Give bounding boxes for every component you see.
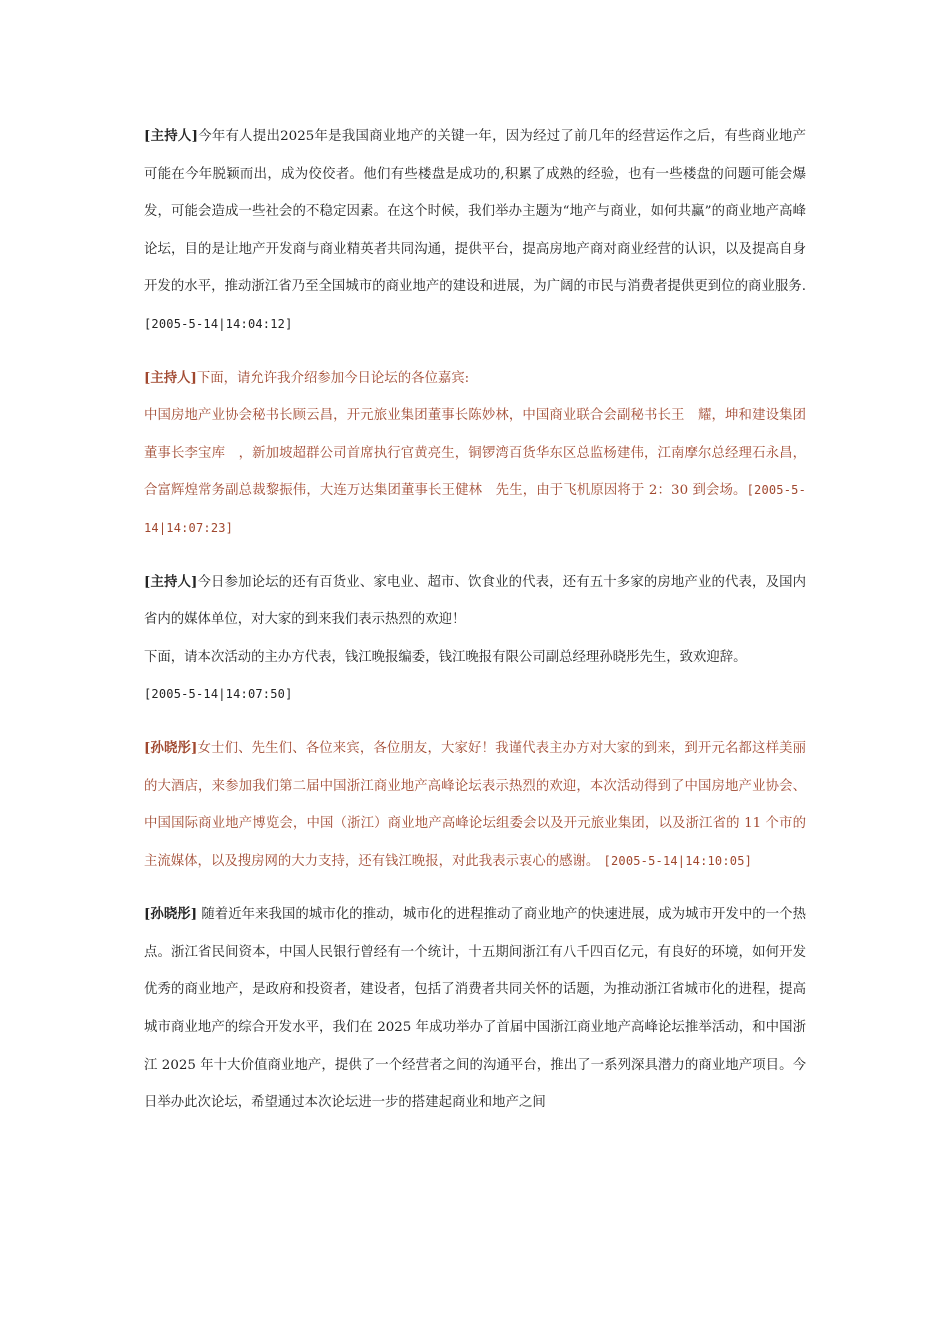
paragraph-text: 今日参加论坛的还有百货业、家电业、超市、饮食业的代表，还有五十多家的房地产业的代表，及国内省内的媒体单位，对大家的到来我们表示热烈的欢迎！ [144,574,807,628]
paragraph-text: 今年有人提出2025年是我国商业地产的关键一年，因为经过了前几年的经营运作之后，有些商业地产可能在今年脱颖而出，成为佼佼者。他们有些楼盘是成功的,积累了成熟的经验，也有一些楼盘的问题可能会爆发，可能会造成一些社会的不稳定因素。在这个时候，我们举办主题为“地产与商业，如何共赢”的商业地产高峰论坛，目的是让地产开发商与商业精英者共同沟通，提供平台，提高房地产商对商业经营的认识，以及提高自身开发的水平，推动浙江省乃至全国城市的商业地产的建设和进展，为广阔的市民与消费者提供更到位的商业服务. [144,129,806,295]
paragraph-host-opening [144,118,806,344]
timestamp: [2005-5-14|14:04:12] [144,316,293,331]
speaker-label: [主持人] [144,573,198,590]
timestamp: [2005-5-14|14:07:23] [144,483,806,535]
paragraph-host-guests [144,360,806,548]
speaker-label: [孙晓彤] [144,906,198,923]
guest-list-text: 中国房地产业协会秘书长顾云昌，开元旅业集团董事长陈妙林，中国商业联合会副秘书长王 耀，坤和建设集团董事长李宝库 ，新加坡超群公司首席执行官黄亮生，铜锣湾百货华东区总监杨建伟，江南摩尔总经理石永昌，合富辉煌常务副总裁黎振伟，大连万达集团董事长王健林 先生，由于飞机原因将于 2：30 到会场。 [144,408,806,499]
speaker-label: [孙晓彤] [144,739,198,756]
paragraph-text: 随着近年来我国的城市化的推动，城市化的进程推动了商业地产的快速进展，成为城市开发中的一个热点。浙江省民间资本，中国人民银行曾经有一个统计，十五期间浙江有八千四百亿元，有良好的环境，如何开发优秀的商业地产，是政府和投资者，建设者，包括了消费者共同关怀的话题，为推动浙江省城市化的进程，提高城市商业地产的综合开发水平，我们在 2025 年成功举办了首届中国浙江商业地产高峰论坛推举活动，和中国浙江 2025 年十大价值商业地产，提供了一个经营者之间的沟通平台，推出了一系列深具潜力的商业地产项目。今日举办此次论坛，希望通过本次论坛进一步的搭建起商业和地产之间 [144,907,807,1111]
paragraph-text: 女士们、先生们、各位来宾，各位朋友，大家好！我谨代表主办方对大家的到来，到开元名都这样美丽的大酒店，来参加我们第二届中国浙江商业地产高峰论坛表示热烈的欢迎，本次活动得到了中国房地产业协会、中国国际商业地产博览会，中国（浙江）商业地产高峰论坛组委会以及开元旅业集团，以及浙江省的 11 个市的主流媒体，以及搜房网的大力支持，还有钱江晚报，对此我表示衷心的感谢。 [144,740,807,869]
paragraph-sun-speech [144,896,806,1122]
paragraph-text: 下面，请允许我介绍参加今日论坛的各位嘉宾: [196,370,470,386]
speaker-label: [主持人] [144,369,197,386]
timestamp: [2005-5-14|14:10:05] [603,853,753,868]
speaker-label: [主持人] [144,128,198,144]
paragraph-text-continued: 下面，请本次活动的主办方代表，钱江晚报编委，钱江晚报有限公司副总经理孙晓彤先生，致欢迎辞。 [144,649,747,665]
timestamp: [2005-5-14|14:07:50] [144,687,293,702]
paragraph-sun-greeting [144,730,806,880]
paragraph-host-welcome [144,564,806,714]
document-page [144,118,806,1122]
